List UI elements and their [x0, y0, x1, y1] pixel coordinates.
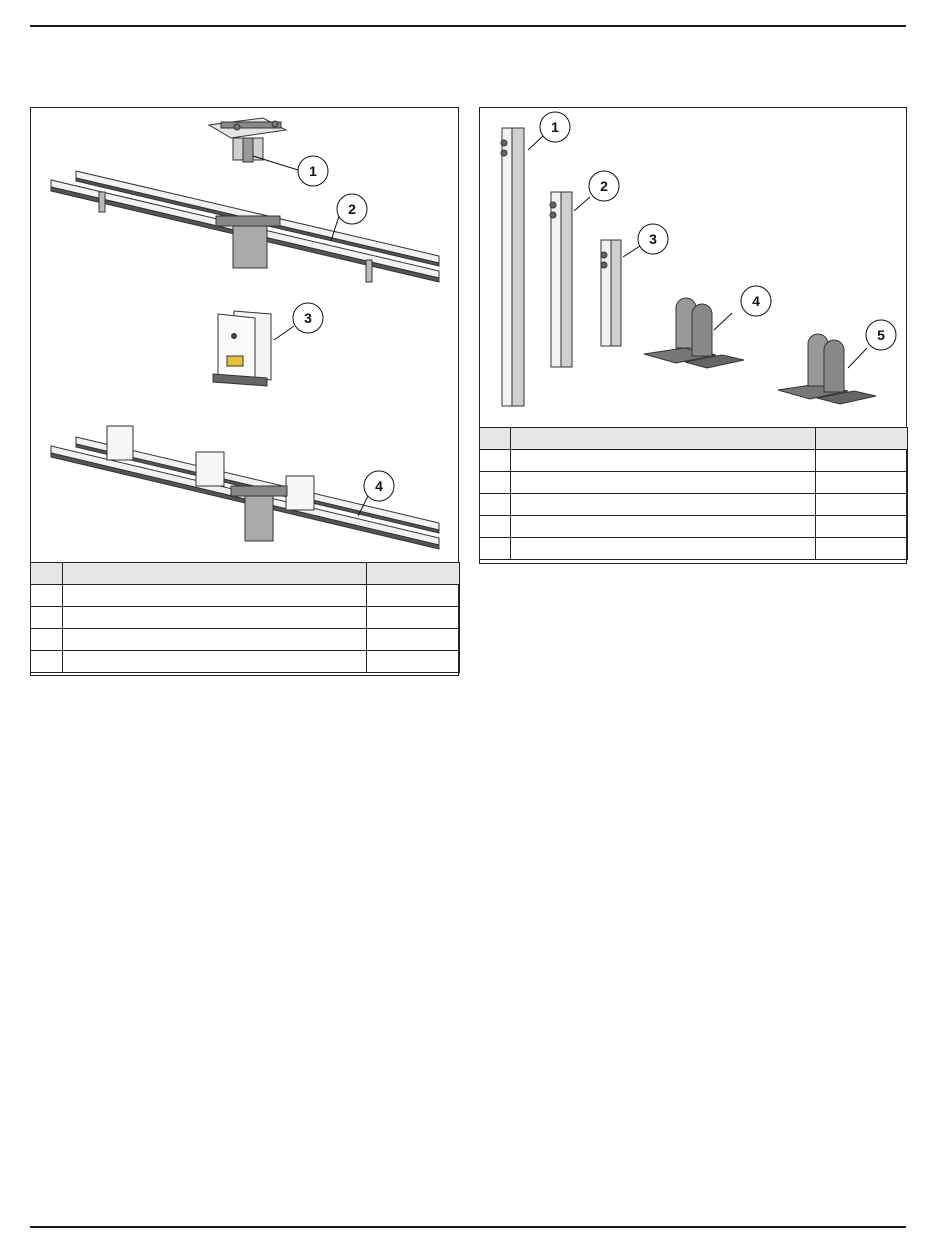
table-cell	[816, 516, 908, 538]
part-3-bracket-plates	[213, 311, 271, 386]
table-cell	[63, 629, 367, 651]
table-header-row	[31, 563, 460, 585]
callout-1-label: 1	[551, 119, 559, 135]
table-cell	[63, 651, 367, 673]
footer-rule	[30, 1226, 906, 1228]
callout-2-label: 2	[348, 201, 356, 217]
header-cell	[63, 563, 367, 585]
callout-5-label: 5	[877, 327, 885, 343]
header-cell	[511, 428, 816, 450]
table-row	[480, 538, 908, 560]
rail-parts-panel	[30, 107, 459, 676]
table-cell	[511, 494, 816, 516]
table-header-row	[480, 428, 908, 450]
table-cell	[480, 494, 511, 516]
table-cell	[511, 450, 816, 472]
part-4-hinge-bracket	[644, 298, 744, 368]
callout-3-label: 3	[649, 231, 657, 247]
left-parts-table	[30, 562, 460, 673]
table-row	[480, 494, 908, 516]
table-cell	[480, 472, 511, 494]
callout-3-label: 3	[304, 310, 312, 326]
callout-4-label: 4	[375, 478, 383, 494]
part-3-short-post	[601, 240, 621, 346]
table-cell	[31, 629, 63, 651]
table-cell	[31, 651, 63, 673]
table-cell	[480, 516, 511, 538]
right-parts-table	[479, 427, 908, 560]
table-cell	[480, 450, 511, 472]
table-row	[480, 450, 908, 472]
table-row	[31, 629, 460, 651]
table-cell	[511, 516, 816, 538]
header-cell	[31, 563, 63, 585]
post-parts-panel	[479, 107, 907, 564]
table-cell	[816, 538, 908, 560]
header-cell	[816, 428, 908, 450]
table-cell	[31, 585, 63, 607]
table-row	[31, 651, 460, 673]
callout-4-label: 4	[752, 293, 760, 309]
header-cell	[480, 428, 511, 450]
callout-1-label: 1	[309, 163, 317, 179]
table-row	[480, 472, 908, 494]
table-cell	[511, 538, 816, 560]
left-callouts	[253, 156, 394, 516]
part-1-long-post	[501, 128, 524, 406]
table-cell	[480, 538, 511, 560]
table-cell	[367, 629, 460, 651]
table-row	[31, 585, 460, 607]
table-cell	[367, 607, 460, 629]
table-cell	[63, 585, 367, 607]
table-row	[480, 516, 908, 538]
part-2-medium-post	[550, 192, 572, 367]
table-cell	[367, 585, 460, 607]
table-cell	[816, 472, 908, 494]
part-5-hinge-bracket	[778, 334, 876, 404]
table-cell	[816, 450, 908, 472]
part-2-track-rail	[51, 171, 439, 282]
table-cell	[367, 651, 460, 673]
table-cell	[31, 607, 63, 629]
rail-assembly-illustration	[31, 108, 460, 563]
header-cell	[367, 563, 460, 585]
callout-2-label: 2	[600, 178, 608, 194]
table-cell	[511, 472, 816, 494]
table-row	[31, 607, 460, 629]
header-rule	[30, 25, 906, 27]
table-cell	[816, 494, 908, 516]
part-1-trolley-clamp	[209, 118, 286, 162]
table-cell	[63, 607, 367, 629]
post-and-bracket-illustration	[480, 108, 908, 428]
